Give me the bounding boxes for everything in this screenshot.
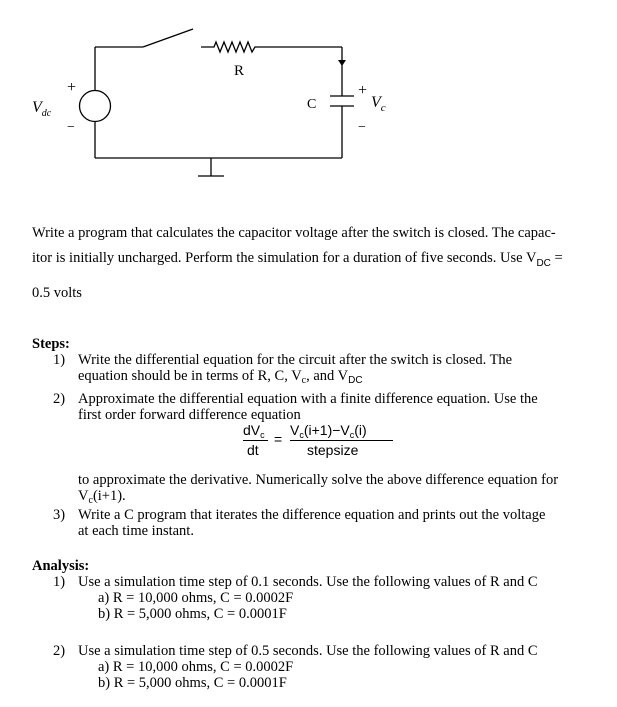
eq-equals: = (274, 431, 283, 447)
step-3-line-1: Write a C program that iterates the difference equation and prints out the voltage (78, 507, 546, 523)
source-plus: + (67, 79, 77, 96)
source-label: $V_{dc}$ (32, 99, 52, 119)
source-minus: − (67, 120, 75, 135)
intro-line-1: Write a program that calculates the capacitor voltage after the switch is closed. The capac- (32, 225, 556, 241)
eq-lhs-numerator: $dV_c$ (243, 422, 265, 440)
step-2-line-2: first order forward difference equation (78, 407, 301, 423)
eq-lhs-bar (243, 440, 268, 441)
analysis-1-line: Use a simulation time step of 0.1 seconds. Use the following values of R and C (78, 574, 538, 590)
capacitor-label: C (307, 97, 317, 112)
eq-lhs-denominator: dt (247, 442, 259, 458)
step-1-line-2: equation should be in terms of R, C, $V_c$, and $V_{DC}$ (78, 368, 363, 386)
analysis-heading: Analysis: (32, 558, 90, 574)
analysis-2-a: a) R = 10,000 ohms, C = 0.0002F (98, 659, 294, 675)
step-2-line-3: to approximate the derivative. Numerically solve the above difference equation for (78, 472, 559, 488)
analysis-1-number: 1) (53, 574, 66, 590)
intro-line-3: 0.5 volts (32, 285, 82, 301)
step-1-number: 1) (53, 352, 66, 368)
step-2-number: 2) (53, 391, 66, 407)
step-3-line-2: at each time instant. (78, 523, 194, 539)
analysis-1-b: b) R = 5,000 ohms, C = 0.0001F (98, 606, 287, 622)
step-2-line-1: Approximate the differential equation with a finite difference equation. Use the (78, 391, 538, 407)
eq-rhs-denominator: stepsize (307, 442, 359, 458)
circuit-diagram (0, 0, 617, 200)
analysis-2-b: b) R = 5,000 ohms, C = 0.0001F (98, 675, 287, 691)
capacitor-voltage-label: $V_c$ (371, 94, 386, 114)
resistor-label: R (234, 63, 245, 79)
cap-plus: + (358, 82, 368, 99)
step-2-line-4: $V_c(i+1)$. (78, 488, 126, 506)
voltage-source-icon (80, 91, 111, 122)
step-1-line-1: Write the differential equation for the circuit after the switch is closed. The (78, 352, 513, 368)
resistor-icon (201, 42, 263, 52)
analysis-2-number: 2) (53, 643, 66, 659)
intro-line-2: itor is initially uncharged. Perform the simulation for a duration of five seconds. Use $V_{DC}$ = (32, 250, 563, 269)
step-3-number: 3) (53, 507, 66, 523)
steps-heading: Steps: (32, 336, 70, 352)
switch-icon (143, 29, 193, 47)
arrow-down-icon (338, 60, 346, 66)
eq-rhs-numerator: $V_c(i+1)-V_c(i)$ (290, 422, 367, 440)
analysis-2-line: Use a simulation time step of 0.5 seconds. Use the following values of R and C (78, 643, 538, 659)
cap-minus: − (358, 120, 366, 135)
eq-rhs-bar (290, 440, 393, 441)
analysis-1-a: a) R = 10,000 ohms, C = 0.0002F (98, 590, 294, 606)
